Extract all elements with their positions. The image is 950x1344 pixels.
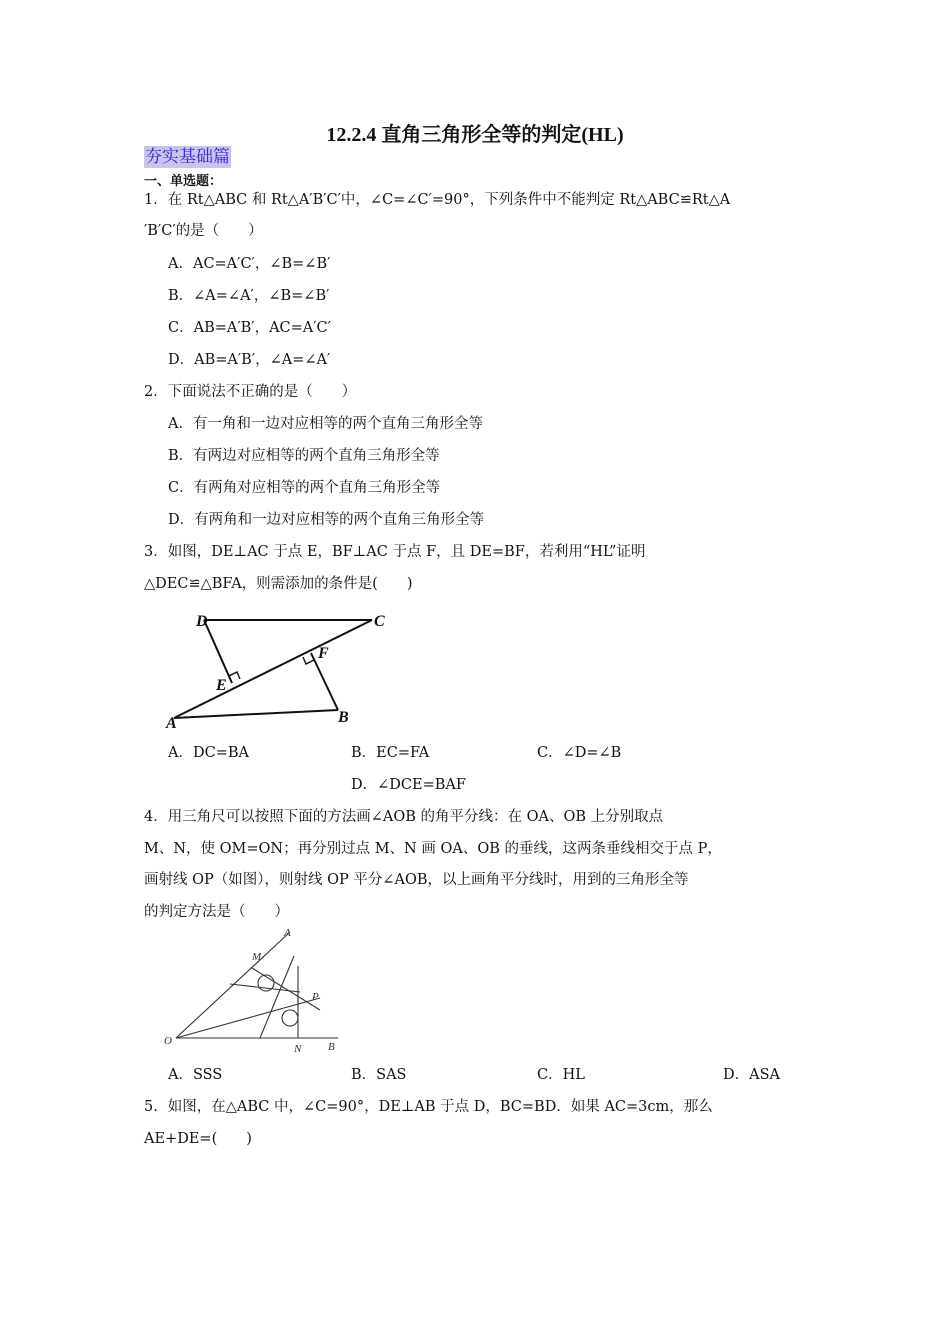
figure-label-d: D — [196, 613, 208, 630]
figure-label-a: A — [284, 927, 291, 939]
figure-label-o: O — [164, 1035, 172, 1047]
question-3-option-c: C．∠D=∠B — [537, 745, 622, 761]
figure-label-b: B — [328, 1041, 335, 1053]
question-4-option-a: A．SSS — [168, 1067, 223, 1083]
figure-label-m: M — [252, 951, 262, 963]
question-2-option-b: B．有两边对应相等的两个直角三角形全等 — [168, 448, 440, 464]
question-4-text: 4．用三角尺可以按照下面的方法画∠AOB 的角平分线：在 OA、OB 上分别取点 — [144, 809, 664, 825]
question-1-option-c: C．AB=A′B′，AC=A′C′ — [168, 320, 331, 336]
question-4-option-b: B．SAS — [351, 1067, 407, 1083]
question-4-text-cont-2: 画射线 OP（如图），则射线 OP 平分∠AOB，以上画角平分线时，用到的三角形全等 — [144, 872, 689, 888]
question-3-text: 3．如图，DE⊥AC 于点 E，BF⊥AC 于点 F，且 DE=BF，若利用“HL”证明 — [144, 544, 646, 560]
question-2-option-c: C．有两角对应相等的两个直角三角形全等 — [168, 480, 441, 496]
question-5-text: 5．如图，在△ABC 中，∠C=90°，DE⊥AB 于点 D，BC=BD．如果 AC=3cm，那么 — [144, 1099, 713, 1115]
question-2-option-a: A．有一角和一边对应相等的两个直角三角形全等 — [168, 416, 483, 432]
figure-label-b: B — [338, 709, 349, 726]
question-3-option-a: A．DC=BA — [168, 745, 249, 761]
question-1-option-a: A．AC=A′C′，∠B=∠B′ — [168, 256, 331, 272]
question-type-heading: 一、单选题： — [144, 174, 223, 189]
question-2-option-d: D．有两角和一边对应相等的两个直角三角形全等 — [168, 512, 485, 528]
question-5-text-cont: AE+DE=( ) — [144, 1131, 252, 1147]
question-4-text-cont-3: 的判定方法是（ ） — [144, 904, 289, 920]
figure-label-e: E — [216, 677, 227, 694]
figure-label-n: N — [294, 1043, 302, 1055]
question-3-option-d: D．∠DCE=BAF — [351, 777, 466, 793]
question-4-option-d: D．ASA — [723, 1067, 781, 1083]
question-3-option-b: B．EC=FA — [351, 745, 430, 761]
question-4-text-cont-1: M、N，使 OM=ON；再分别过点 M、N 画 OA、OB 的垂线，这两条垂线相交于点 P， — [144, 841, 722, 857]
question-3-text-cont: △DEC≌△BFA，则需添加的条件是( ) — [144, 576, 413, 592]
question-3-figure — [160, 606, 400, 734]
question-1-option-b: B．∠A=∠A′，∠B=∠B′ — [168, 288, 330, 304]
question-2-text: 2．下面说法不正确的是（ ） — [144, 384, 357, 400]
figure-label-c: C — [374, 613, 385, 630]
question-1-text-cont: ′B′C′的是（ ） — [144, 223, 263, 239]
page-title: 12.2.4 直角三角形全等的判定(HL) — [326, 124, 624, 146]
question-1-option-d: D．AB=A′B′，∠A=∠A′ — [168, 352, 331, 368]
figure-label-f: F — [318, 645, 329, 662]
figure-label-a: A — [166, 715, 177, 732]
question-4-option-c: C．HL — [537, 1067, 585, 1083]
figure-label-p: P — [312, 991, 319, 1003]
question-1-text: 1．在 Rt△ABC 和 Rt△A′B′C′中，∠C=∠C′=90°，下列条件中不能判定 Rt△ABC≌Rt△A — [144, 192, 731, 208]
section-heading: 夯实基础篇 — [145, 147, 230, 167]
question-4-figure — [160, 926, 350, 1056]
